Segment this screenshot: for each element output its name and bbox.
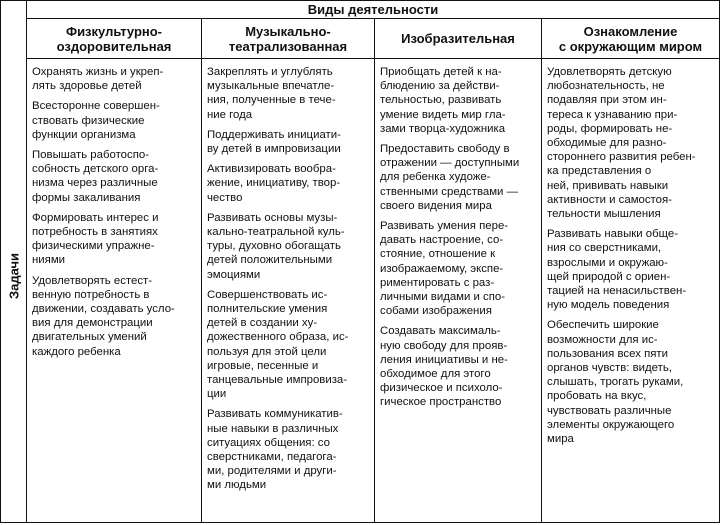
- task-item: Формировать интерес и потребность в занятиях физическими упражне- ниями: [32, 211, 159, 267]
- header-world: Ознакомление с окружающим миром: [541, 19, 719, 58]
- side-label: Задачи: [6, 252, 22, 300]
- task-item: Закреплять и углублять музыкальные впечатле- ния, полученные в тече- ние года: [207, 66, 336, 121]
- column-physical: [27, 59, 201, 522]
- task-item: Создавать максималь- ную свободу для прояв- ления инициативы и не- обходимое для этого физическое и психоло- гическое пространство: [380, 325, 508, 409]
- task-item: Удовлетворять естест- венную потребность в движении, создавать усло- вия для демонстрации двигательных умений каждого ребенка: [32, 274, 175, 358]
- header-physical: Физкультурно- оздоровительная: [56, 23, 172, 54]
- body-row: [27, 59, 719, 522]
- task-item: Развивать основы музы- кально-театральной куль- туры, духовно обогащать детей положительными эмоциями: [207, 211, 345, 281]
- task-item: Поддерживать инициати- ву детей в импровизации: [207, 128, 341, 156]
- task-item: Удовлетворять детскую любознательность, не подавляя при этом ин- тереса к узнаванию при- роды, формировать не- обходимые для разно- стороннего развития ребен- ка представления о ней, прививать навыки активности и самостоя- тельности мышления: [547, 66, 696, 221]
- column-music: [201, 59, 374, 522]
- task-item: Развивать коммуникатив- ные навыки в различных ситуациях общения: со сверстниками, педагога- ми, родителями и други- ми людьми: [207, 408, 343, 492]
- task-item: Предоставить свободу в отражении — доступными для ребенка художе- ственными средствами — своего видения мира: [380, 143, 520, 212]
- table-grid: [27, 1, 719, 522]
- task-item: Охранять жизнь и укреп- лять здоровье детей: [32, 66, 164, 93]
- task-item: Всесторонне совершен- ствовать физические функции организма: [32, 100, 160, 141]
- header-art: Изобразительная: [374, 19, 541, 58]
- side-column: [1, 1, 27, 522]
- header-row: [27, 19, 719, 59]
- task-item: Обеспечить широкие возможности для ис- пользования всех пяти органов чувств: видеть, слышать, трогать руками, пробовать на вкус, чувствовать различные элементы окружающего мира: [547, 319, 684, 446]
- task-item: Активизировать вообра- жение, инициативу, твор- чество: [207, 163, 341, 204]
- header-music: Музыкально- театрализованная: [201, 19, 374, 58]
- task-item: Развивать навыки обще- ния со сверстниками, взрослыми и окружаю- щей природой с ориен- тацией на ненасильствен- ную модель поведения: [547, 228, 687, 312]
- column-world: [541, 59, 719, 522]
- column-art: [374, 59, 541, 522]
- header-title: Виды деятельности: [27, 1, 719, 19]
- task-item: Совершенствовать ис- полнительские умения детей в создании ху- дожественного образа, ис- пользуя для этой цели игровые, песенные и танцевальные импровиза- ции: [207, 288, 349, 401]
- task-item: Повышать работоспо- собность детского орга- низма через различные формы закаливания: [32, 149, 159, 204]
- task-item: Развивать умения пере- давать настроение, со- стояние, отношение к изображаемому, экспе- риментировать с раз- личными видами и спо- собами изображения: [380, 220, 509, 318]
- task-item: Приобщать детей к на- блюдению за действи- тельностью, развивать умение видеть мир гла- зами творца-художника: [380, 66, 506, 135]
